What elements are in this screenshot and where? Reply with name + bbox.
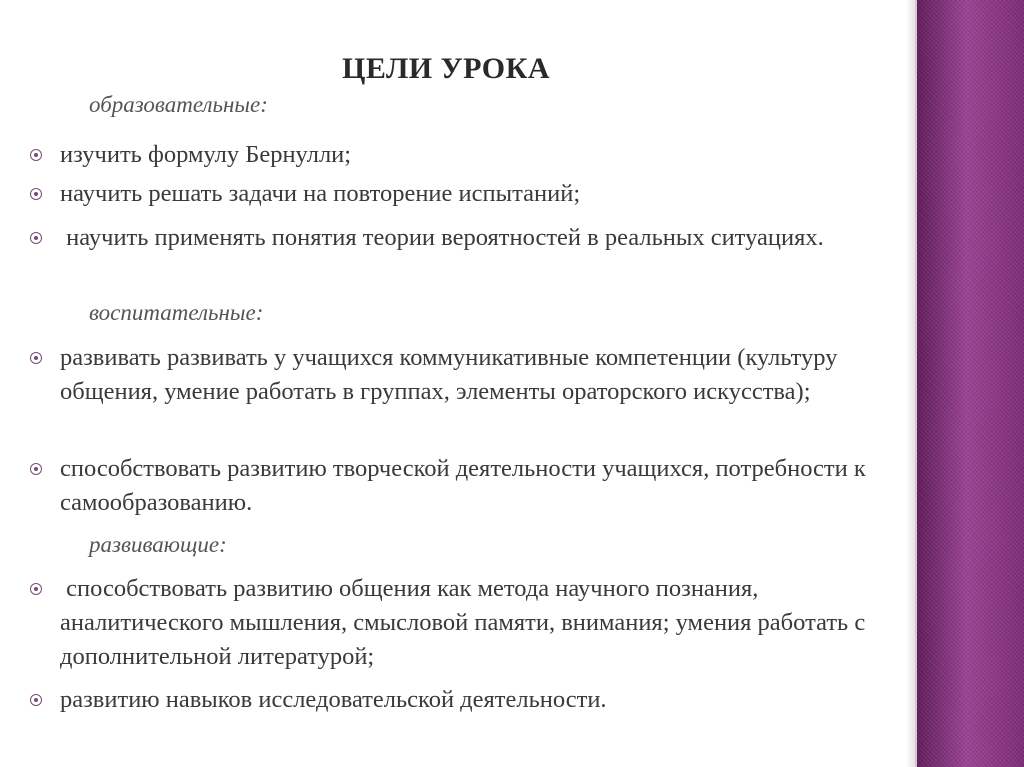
section-heading-upbringing: воспитательные: [89, 300, 264, 325]
circle-dot-icon [30, 694, 42, 706]
circle-dot-icon [30, 232, 42, 244]
circle-dot-icon [30, 463, 42, 475]
list-item-text: развитию навыков исследовательской деятельности. [60, 686, 607, 713]
circle-dot-icon [30, 352, 42, 364]
circle-dot-icon [30, 583, 42, 595]
list-item-text: способствовать развитию творческой деятельности учащихся, потребности к самообразованию. [60, 455, 872, 516]
list-item-text: изучить формулу Бернулли; [60, 141, 352, 168]
circle-dot-icon [30, 149, 42, 161]
section-heading-educational: образовательные: [89, 92, 268, 117]
list-item-text: научить решать задачи на повторение испытаний; [60, 180, 581, 207]
decorative-side-panel [915, 0, 1024, 767]
list-item-text: способствовать развитию общения как метода научного познания, аналитического мышления, смысловой памяти, внимания; умения работать с дополнительной литературой; [60, 575, 872, 670]
circle-dot-icon [30, 188, 42, 200]
section-heading-developmental: развивающие: [89, 532, 227, 557]
list-item-text: научить применять понятия теории вероятностей в реальных ситуациях. [60, 224, 824, 251]
list-item-text: развивать развивать у учащихся коммуникативные компетенции (культуру общения, умение работать в группах, элементы ораторского искусства); [60, 344, 844, 405]
slide-title: ЦЕЛИ УРОКА [342, 52, 551, 85]
